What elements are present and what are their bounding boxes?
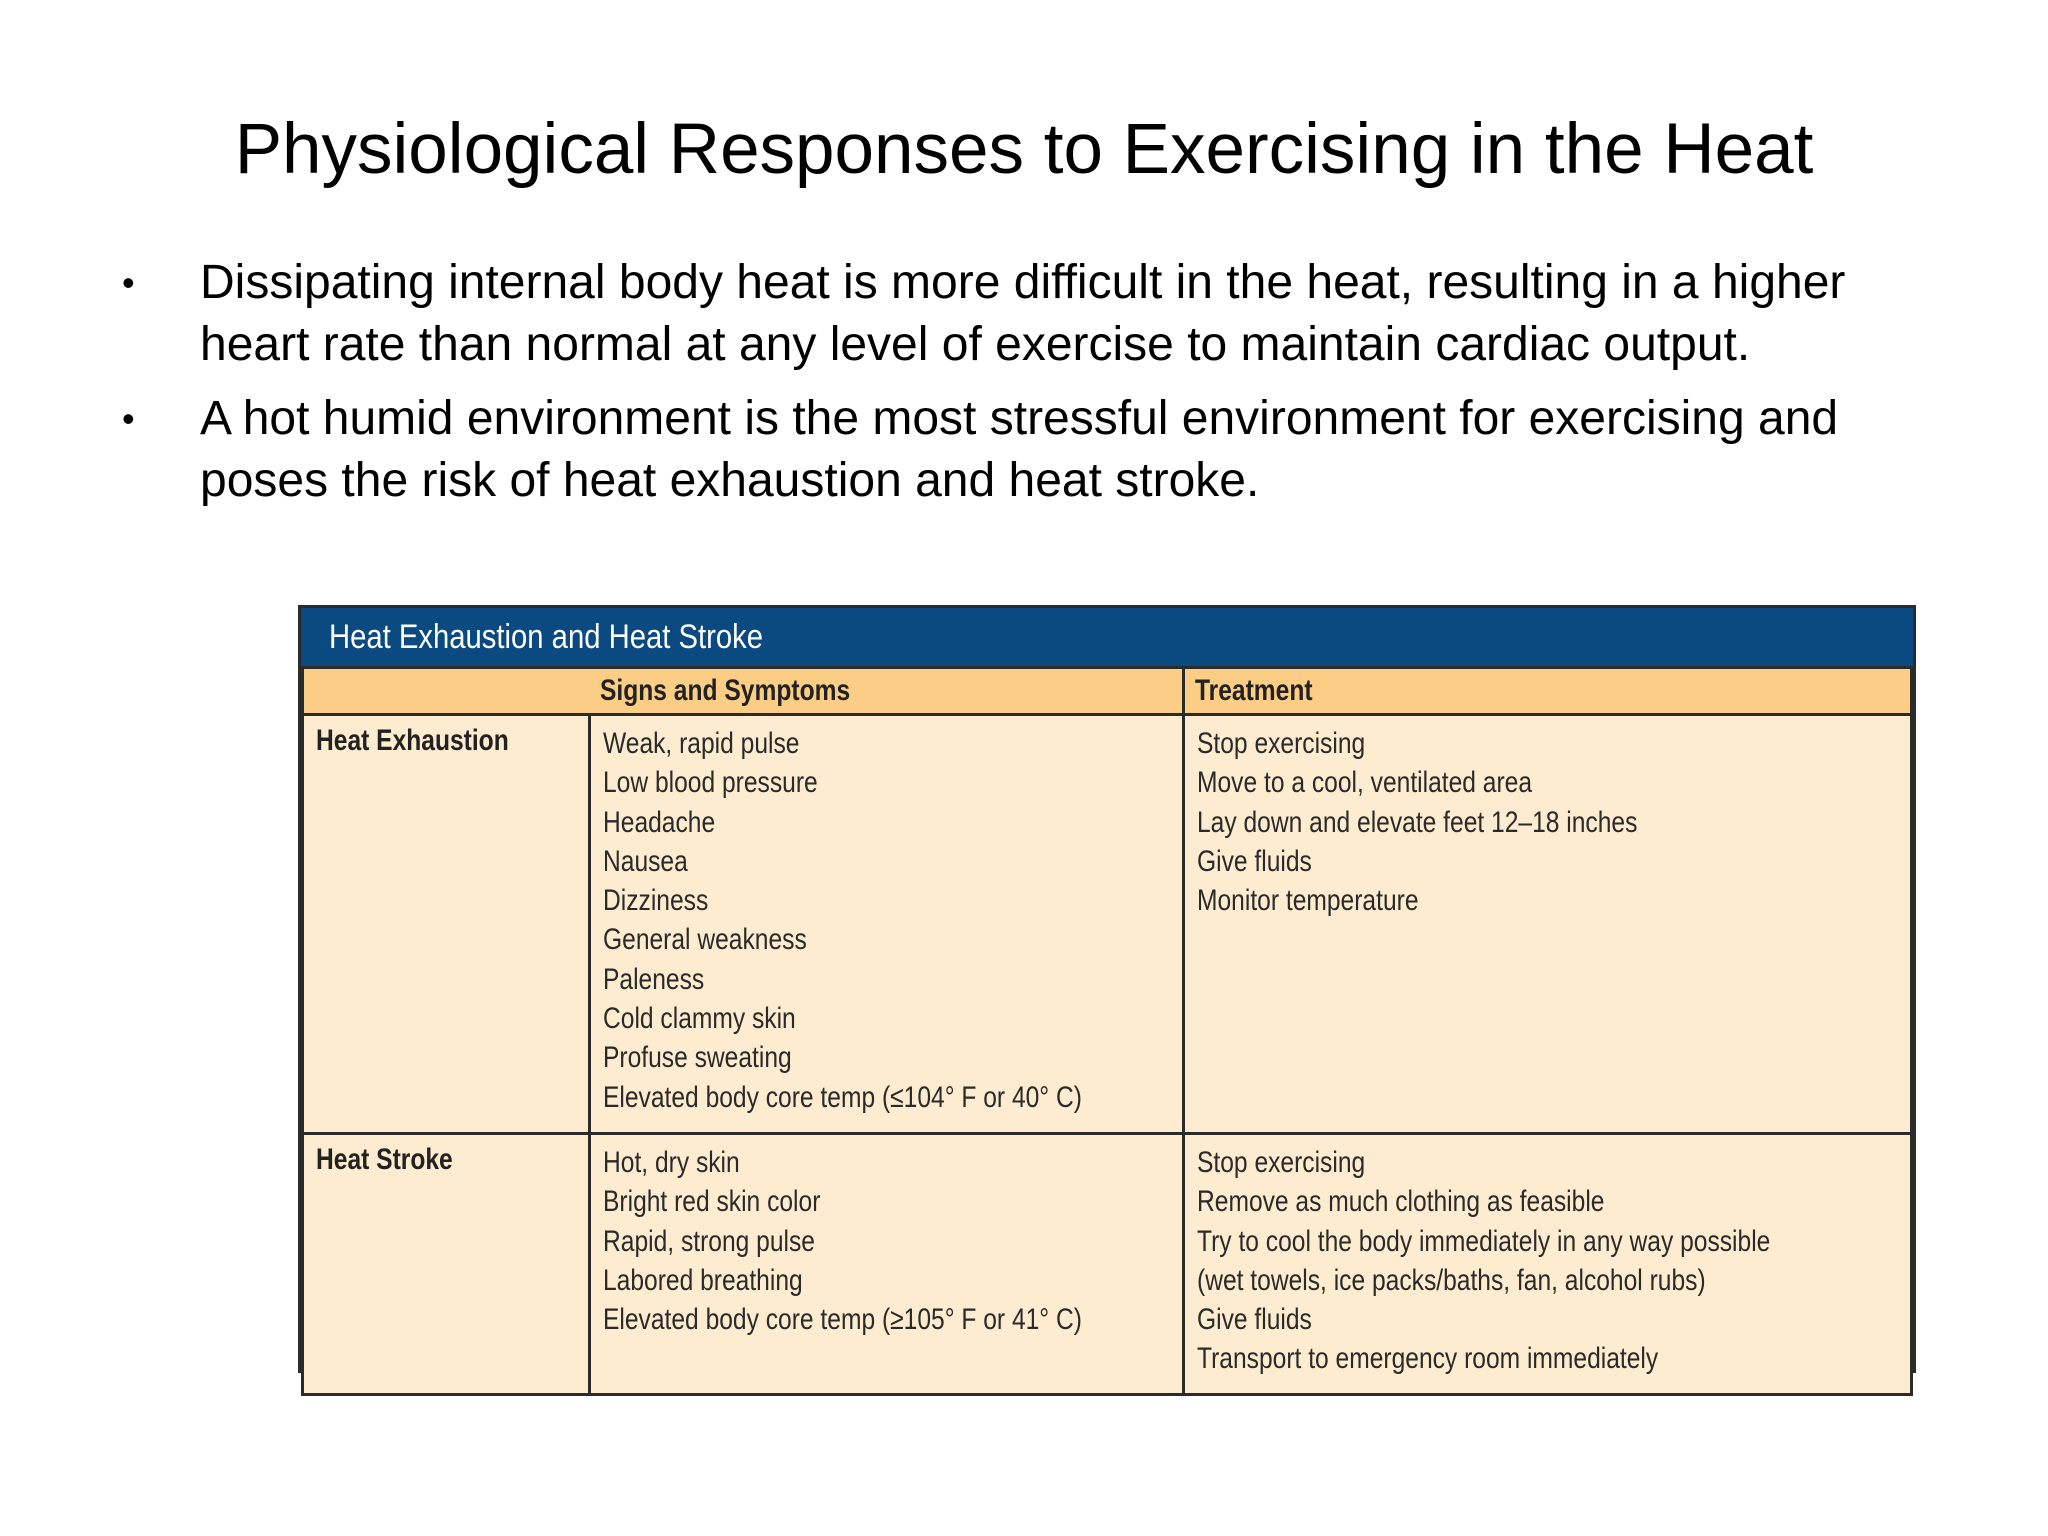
- treatment-item: (wet towels, ice packs/baths, fan, alcohol rubs): [1197, 1263, 1706, 1297]
- signs-cell: [590, 1134, 1184, 1395]
- treatment-item: Stop exercising: [1197, 1146, 1366, 1179]
- treatment-item: Monitor temperature: [1197, 884, 1419, 918]
- sign-item: Low blood pressure: [603, 766, 818, 800]
- bullet-marker: •: [122, 398, 135, 439]
- signs-cell: [590, 715, 1184, 1134]
- slide-title: Physiological Responses to Exercising in the Heat: [234, 110, 1814, 189]
- heat-illness-table-figure: [298, 605, 1916, 1376]
- bullet-text: A hot humid environment is the most stressful environment for exercising and poses the risk of heat exhaustion and heat stroke.: [200, 392, 1839, 507]
- sign-item: Weak, rapid pulse: [603, 727, 800, 760]
- sign-item: Elevated body core temp (≥105° F or 41° C): [603, 1303, 1082, 1337]
- sign-item: Nausea: [603, 844, 688, 878]
- heat-illness-table: [301, 666, 1913, 1396]
- bullet-item: [120, 252, 1880, 376]
- sign-item: Rapid, strong pulse: [603, 1224, 815, 1258]
- treatment-cell: [1184, 715, 1912, 1134]
- treatment-item: Transport to emergency room immediately: [1197, 1342, 1659, 1376]
- figure-header: [301, 608, 1913, 666]
- table-row: [303, 1134, 1912, 1395]
- sign-item: Headache: [603, 805, 716, 839]
- bullet-text: Dissipating internal body heat is more difficult in the heat, resulting in a higher heart rate than normal at any level of exercise to maintain cardiac output.: [200, 256, 1846, 371]
- bullet-item: [120, 388, 1880, 512]
- condition-label: Heat Stroke: [316, 1143, 453, 1176]
- sign-item: Cold clammy skin: [603, 1002, 796, 1036]
- condition-label: Heat Exhaustion: [316, 724, 509, 757]
- treatment-cell: [1184, 1134, 1912, 1395]
- sign-item: Elevated body core temp (≤104° F or 40° C): [603, 1080, 1082, 1114]
- bullet-list: [120, 252, 1880, 524]
- treatment-item: Stop exercising: [1197, 727, 1366, 760]
- bullet-marker: •: [122, 262, 135, 303]
- sign-item: Bright red skin color: [603, 1185, 821, 1219]
- sign-item: General weakness: [603, 923, 807, 957]
- treatment-item: Lay down and elevate feet 12–18 inches: [1197, 805, 1638, 839]
- treatment-item: Give fluids: [1197, 1303, 1312, 1337]
- column-header-treatment: Treatment: [1184, 668, 1912, 715]
- condition-cell: [303, 1134, 590, 1395]
- treatment-item: Try to cool the body immediately in any way possible: [1197, 1224, 1771, 1258]
- table-header-row: [303, 668, 1912, 715]
- sign-item: Dizziness: [603, 884, 709, 918]
- treatment-item: Give fluids: [1197, 844, 1312, 878]
- sign-item: Labored breathing: [603, 1263, 803, 1297]
- table-header-blank: [303, 668, 590, 715]
- treatment-item: Remove as much clothing as feasible: [1197, 1185, 1605, 1219]
- sign-item: Profuse sweating: [603, 1041, 792, 1075]
- treatment-item: Move to a cool, ventilated area: [1197, 766, 1533, 800]
- table-row: [303, 715, 1912, 1134]
- sign-item: Paleness: [603, 962, 705, 996]
- column-header-signs: Signs and Symptoms: [590, 668, 1184, 715]
- figure-header-text: Heat Exhaustion and Heat Stroke: [329, 618, 763, 656]
- sign-item: Hot, dry skin: [603, 1146, 740, 1179]
- condition-cell: [303, 715, 590, 1134]
